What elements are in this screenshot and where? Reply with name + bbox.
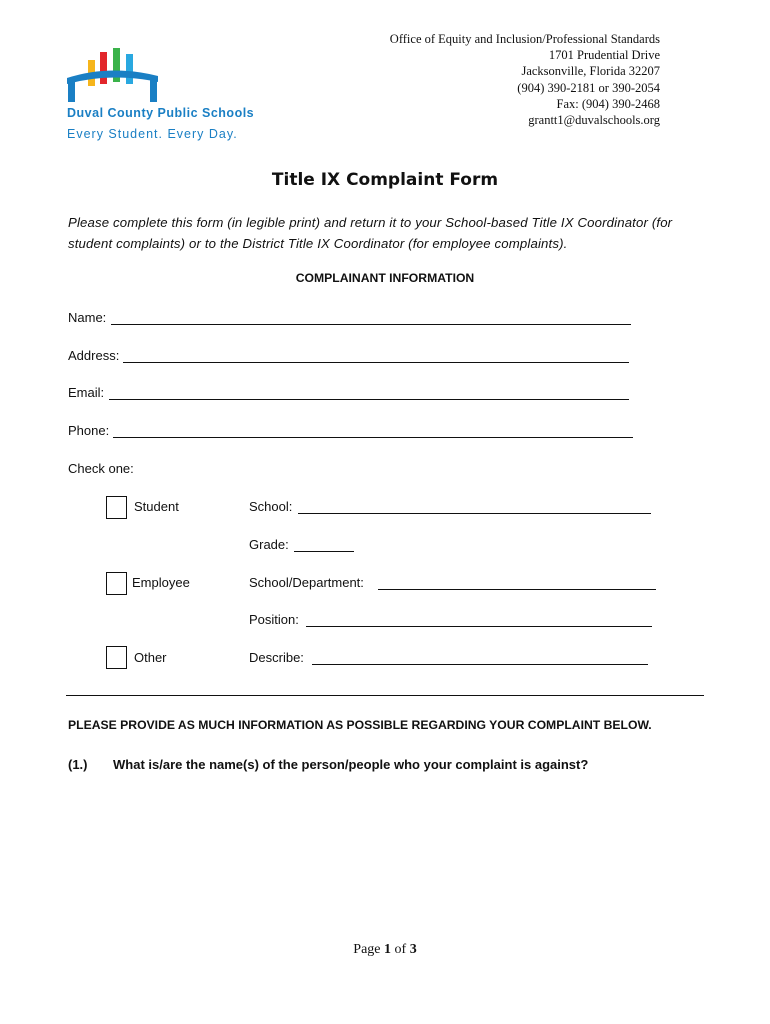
student-grade-label: Grade: [249,537,289,552]
other-checkbox[interactable] [106,646,127,669]
office-name: Office of Equity and Inclusion/Professional Standards [389,32,660,46]
student-option-label: Student [134,499,179,514]
employee-position-field[interactable] [306,626,652,627]
name-field[interactable] [111,324,631,325]
email-label: Email: [68,385,105,400]
section-divider [66,695,704,696]
student-school-field[interactable] [298,513,651,514]
office-phone: (904) 390-2181 or 390-2054 [517,80,660,95]
employee-department-field[interactable] [378,589,656,590]
logo-pillar-right [150,76,157,102]
student-grade-field[interactable] [294,551,354,552]
complaint-details-heading: PLEASE PROVIDE AS MUCH INFORMATION AS POSSIBLE REGARDING YOUR COMPLAINT BELOW. [68,718,652,732]
logo-name: Duval County Public Schools [67,106,255,120]
logo-tagline: Every Student. Every Day. [67,127,238,141]
current-page: 1 [384,942,392,957]
student-checkbox[interactable] [106,496,127,519]
form-title: Title IX Complaint Form [271,170,499,190]
district-logo [66,44,266,144]
check-one-label: Check one: [68,461,134,476]
form-instructions: Please complete this form (in legible print) and return it to your School-based Title IX Coordinator (for student complaints) or to the District Title IX Coordinator (for employee complaints). [68,215,673,251]
office-email: grantt1@duvalschools.org [528,113,660,128]
address-label: Address: [68,348,120,363]
logo-bar-lightblue [126,54,133,84]
employee-checkbox[interactable] [106,572,127,595]
total-pages: 3 [409,942,417,957]
logo-bar-red [100,52,107,84]
page-number [0,942,770,958]
logo-bridge-arc [67,70,158,84]
phone-label: Phone: [68,423,110,438]
phone-field[interactable] [113,437,633,438]
page-word: Page [353,942,381,957]
employee-position-label: Position: [249,612,299,627]
of-word: of [394,942,407,957]
office-street: 1701 Prudential Drive [548,48,660,63]
question-1-text: What is/are the name(s) of the person/people who your complaint is against? [113,757,589,772]
employee-option-label: Employee [132,575,190,590]
student-school-label: School: [249,499,293,514]
other-describe-field[interactable] [312,664,648,665]
district-logo-graphic [66,44,186,106]
office-fax: Fax: (904) 390-2468 [556,96,660,111]
logo-pillar-left [68,78,75,102]
employee-department-label: School/Department: [249,575,364,590]
name-label: Name: [68,310,107,325]
question-1-number: (1.) [68,757,88,772]
complainant-section-heading: COMPLAINANT INFORMATION [295,271,475,285]
email-field[interactable] [109,399,629,400]
other-option-label: Other [134,650,167,665]
other-describe-label: Describe: [249,650,304,665]
address-field[interactable] [123,362,629,363]
office-city: Jacksonville, Florida 32207 [521,64,660,79]
office-address-block [390,31,660,128]
